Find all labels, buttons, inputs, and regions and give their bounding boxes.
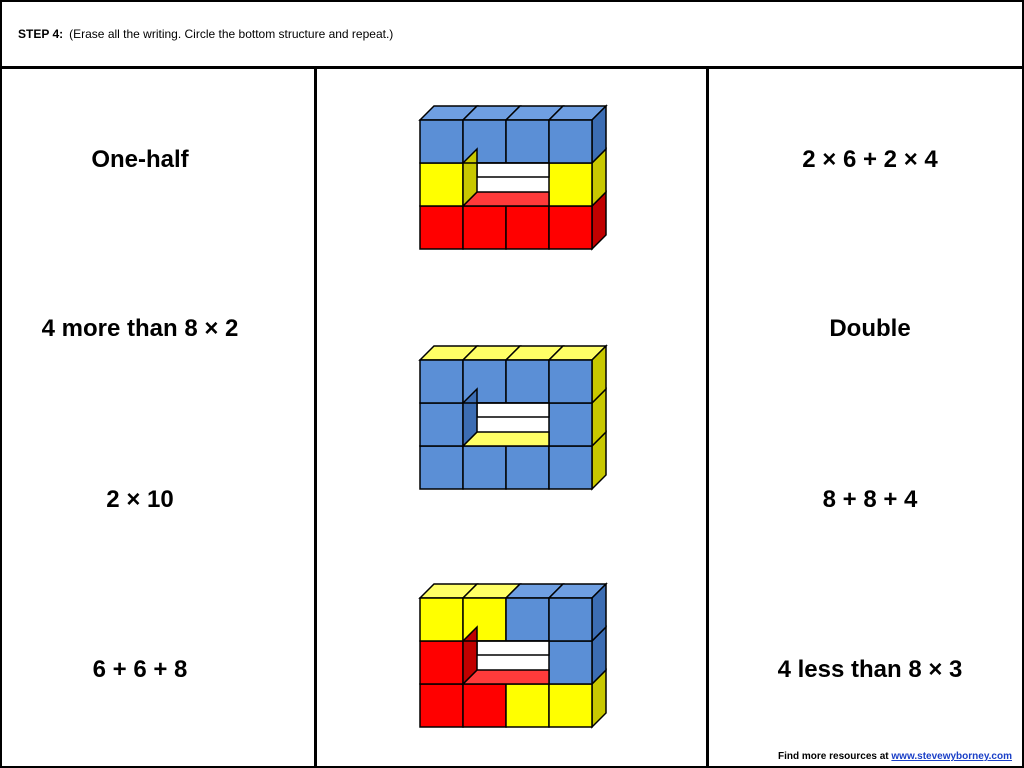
hole-back	[477, 163, 549, 177]
right-label-1: 2 × 6 + 2 × 4	[802, 146, 938, 173]
cube-front-face	[506, 360, 549, 403]
cube-front-face	[549, 403, 592, 446]
header-bar	[0, 0, 1024, 69]
hole-back	[477, 641, 549, 655]
cube-front-face	[549, 206, 592, 249]
cube-front-face	[549, 684, 592, 727]
left-label-3: 2 × 10	[106, 486, 174, 513]
cube-front-face	[420, 206, 463, 249]
cube-front-face	[549, 641, 592, 684]
footer-link[interactable]: www.stevewyborney.com	[891, 751, 1012, 762]
right-label-2: Double	[829, 315, 911, 342]
cube-front-face	[549, 446, 592, 489]
cube-front-face	[420, 403, 463, 446]
cube-front-face	[549, 598, 592, 641]
cube-front-face	[463, 684, 506, 727]
hole-back	[477, 403, 549, 417]
right-label-4: 4 less than 8 × 3	[777, 656, 963, 683]
step-label: STEP 4:	[18, 27, 64, 41]
cube-front-face	[506, 598, 549, 641]
structure-2-blue-yellow-back	[410, 325, 630, 505]
structure-1-red-yellow-blue	[410, 85, 630, 265]
cube-front-face	[506, 120, 549, 163]
structure-3-mixed	[410, 563, 630, 743]
cube-front-face	[549, 163, 592, 206]
cube-front-face	[506, 206, 549, 249]
instruction-text	[18, 27, 393, 41]
cube-front-face	[420, 598, 463, 641]
cube-front-face	[463, 446, 506, 489]
cube-front-face	[420, 120, 463, 163]
cube-front-face	[420, 163, 463, 206]
cube-front-face	[506, 684, 549, 727]
cube-front-face	[420, 641, 463, 684]
left-label-4: 6 + 6 + 8	[92, 656, 188, 683]
left-label-1: One-half	[91, 146, 189, 173]
footer-text: Find more resources at	[778, 751, 889, 762]
cube-front-face	[420, 360, 463, 403]
cube-front-face	[549, 360, 592, 403]
column-divider-right	[706, 67, 709, 768]
left-label-2: 4 more than 8 × 2	[41, 315, 239, 342]
cube-front-face	[420, 446, 463, 489]
right-label-3: 8 + 8 + 4	[822, 486, 918, 513]
cube-front-face	[506, 446, 549, 489]
cube-front-face	[463, 206, 506, 249]
instruction-body: (Erase all the writing. Circle the bottom structure and repeat.)	[69, 27, 394, 41]
cube-front-face	[549, 120, 592, 163]
cube-front-face	[420, 684, 463, 727]
column-divider-left	[314, 67, 317, 768]
footer	[778, 751, 1012, 762]
